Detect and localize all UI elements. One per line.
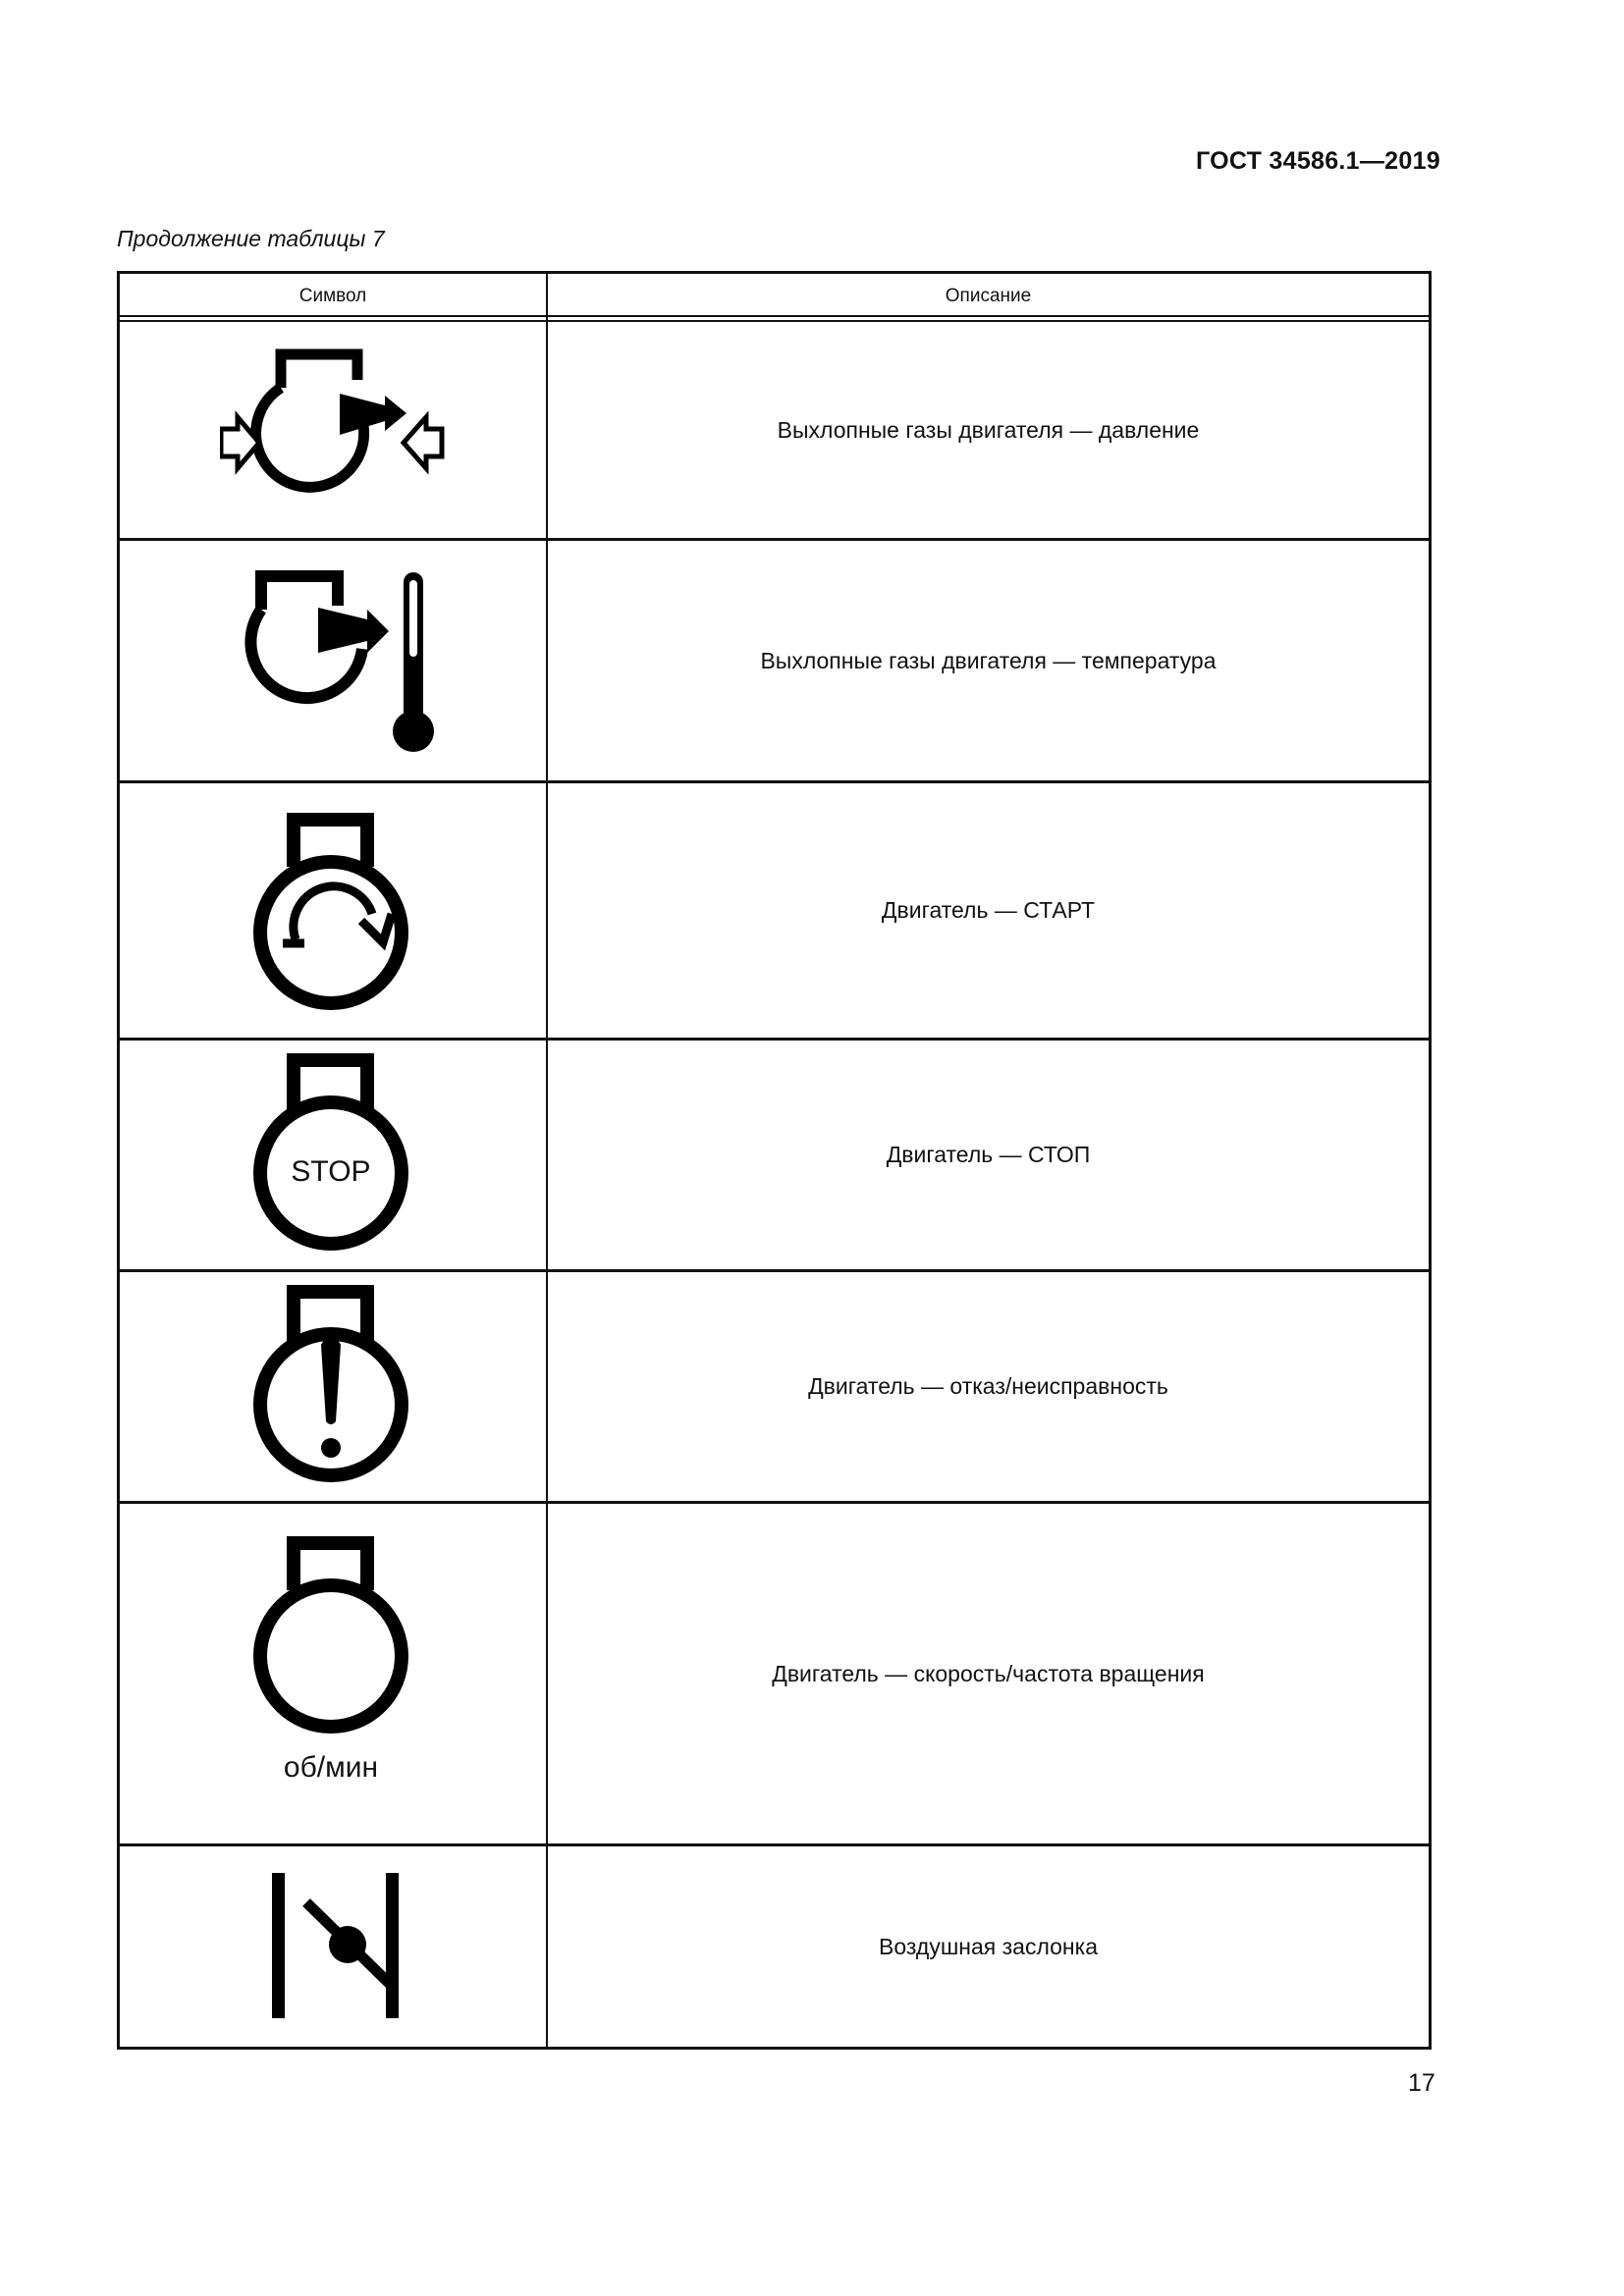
table-header-row [120,274,1429,318]
engine-speed-icon [240,1531,426,1816]
symbol-cell [120,1846,546,2047]
symbol-cell [120,783,546,1038]
description-cell: Двигатель — скорость/частота вращения [772,1660,1205,1686]
table-row [120,1846,1429,2047]
description-cell: Воздушная заслонка [879,1933,1098,1959]
engine-exhaust-pressure-icon [220,347,446,513]
table-row [120,1504,1429,1843]
table-row [120,1272,1429,1501]
header-divider [120,315,1429,317]
rpm-label: об/мин [283,1751,379,1784]
engine-failure-icon [240,1284,426,1490]
description-cell: Выхлопные газы двигателя — давление [777,416,1200,443]
description-cell: Двигатель — СТОП [886,1142,1091,1167]
description-cell: Выхлопные газы двигателя — температура [760,647,1217,673]
symbol-cell [120,322,546,538]
engine-exhaust-temperature-icon [220,562,446,759]
description-cell: Двигатель — СТАРТ [881,897,1096,923]
column-header-symbol: Символ [298,286,367,306]
description-cell: Двигатель — отказ/неисправность [808,1373,1168,1399]
symbol-cell [120,1272,546,1501]
table-row [120,541,1429,780]
page-number: 17 [1408,2069,1435,2097]
symbol-cell [120,1041,546,1269]
engine-stop-icon [240,1052,426,1258]
column-header-description: Описание [945,286,1032,306]
stop-label: STOP [291,1154,371,1188]
table-caption: Продолжение таблицы 7 [117,226,385,251]
symbol-cell [120,1504,546,1843]
document-header-standard-id: ГОСТ 34586.1—2019 [1195,147,1440,175]
air-damper-icon [249,1863,416,2030]
table-row [120,1041,1429,1269]
symbols-table [117,271,1432,2050]
table-row [120,322,1429,538]
symbol-cell [120,541,546,780]
table-row [120,783,1429,1038]
engine-start-icon [240,808,426,1014]
